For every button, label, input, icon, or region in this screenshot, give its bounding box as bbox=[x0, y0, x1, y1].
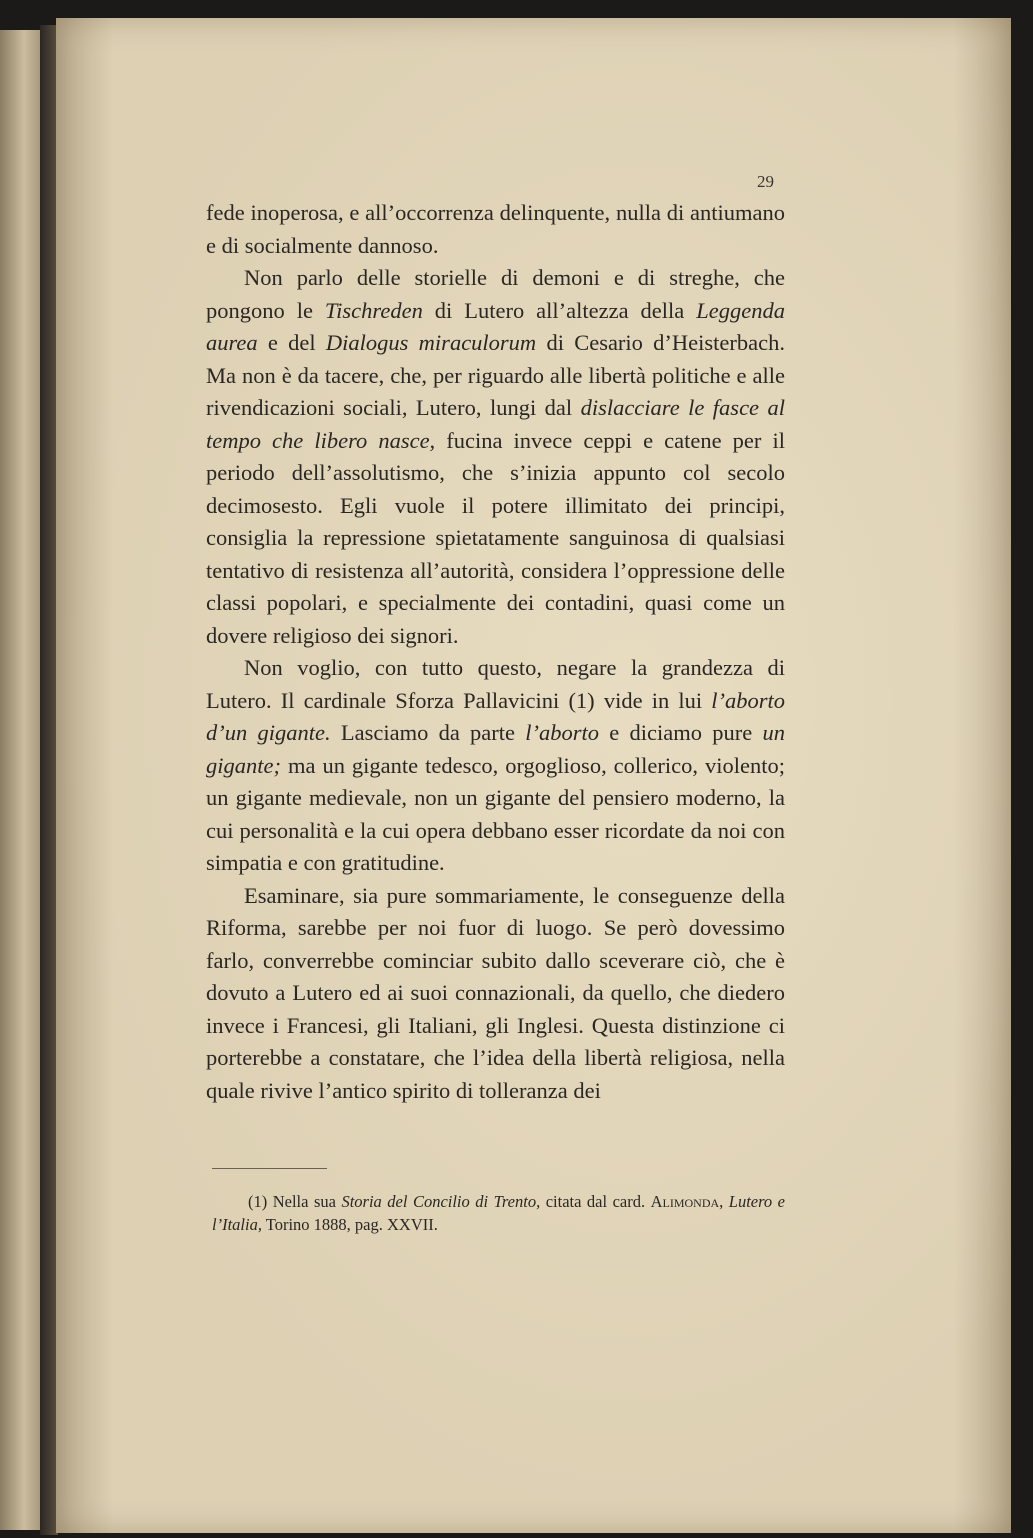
text-run: Non parlo delle storielle di demoni e di streghe, che pongono le bbox=[206, 265, 785, 323]
text-run: e del bbox=[257, 330, 326, 355]
text-run: Torino 1888, pag. XXVII. bbox=[261, 1215, 438, 1234]
text-run: Lasciamo da parte bbox=[330, 720, 526, 745]
footnote-rule bbox=[212, 1168, 327, 1169]
paragraph bbox=[206, 262, 785, 652]
italic-text-run: dislacciare le fasce al tempo che libero nasce, bbox=[206, 395, 785, 453]
paragraph bbox=[206, 652, 785, 880]
paragraph bbox=[206, 197, 785, 262]
italic-text-run: Lutero e l’Italia, bbox=[212, 1192, 785, 1234]
text-run: (1) Nella sua bbox=[248, 1192, 342, 1211]
facing-page-edge bbox=[0, 30, 40, 1530]
italic-text-run: un gigante; bbox=[206, 720, 785, 778]
italic-text-run: l’aborto d’un gigante. bbox=[206, 687, 785, 745]
italic-text-run: Dialogus miraculorum bbox=[325, 330, 537, 355]
smallcaps-text-run: Alimonda, bbox=[650, 1192, 724, 1211]
text-run: citata dal card. bbox=[540, 1192, 651, 1211]
italic-text-run: Storia del Concilio di Trento, bbox=[341, 1192, 541, 1211]
body-text bbox=[206, 197, 785, 1107]
text-run: di Lutero all’altezza della bbox=[422, 297, 697, 323]
text-run: ma un gigante tedesco, orgoglioso, collerico, violento; un gigante medievale, non un gigante del pensiero moderno, la cui personalità e la cui opera debbano esser ricordate da noi con simpatia e con gratitudine. bbox=[206, 752, 785, 875]
italic-text-run: Tischreden bbox=[324, 297, 423, 323]
text-run: fucina invece ceppi e catene per il periodo dell’assolutismo, che s’inizia appunto col secolo decimosesto. Egli vuole il potere illimitato dei principi, consiglia la repressione spietatamente sanguinosa di qualsiasi tentativo di resistenza all’autorità, considera l’oppressione delle classi popolari, e specialmente dei contadini, quasi come un dovere religioso dei signori. bbox=[206, 427, 785, 648]
page-number: 29 bbox=[757, 172, 774, 191]
text-run: e diciamo pure bbox=[599, 720, 763, 745]
text-run: Esaminare, sia pure sommariamente, le conseguenze della Riforma, sarebbe per noi fuor di luogo. Se però dovessimo farlo, converrebbe cominciar subito dallo sceverare ciò, che è dovuto a Lutero ed ai suoi connazionali, da quello, che diedero invece i Francesi, gli Italiani, gli Inglesi. Questa distinzione ci porterebbe a constatare, che l’idea della libertà religiosa, nella quale rivive l’antico spirito di tolleranza dei bbox=[206, 882, 785, 1103]
italic-text-run: Leggenda aurea bbox=[206, 297, 785, 355]
italic-text-run: l’aborto bbox=[525, 720, 600, 745]
footnote bbox=[212, 1190, 785, 1236]
text-run: fede inoperosa, e all’occorrenza delinquente, nulla di antiumano e di socialmente dannoso. bbox=[206, 200, 785, 258]
paragraph bbox=[206, 880, 785, 1108]
text-run: Non voglio, con tutto questo, negare la grandezza di Lutero. Il cardinale Sforza Pallavicini (1) vide in lui bbox=[206, 655, 785, 713]
text-run: di Cesario d’Heisterbach. Ma non è da tacere, che, per riguardo alle libertà politiche e alle rivendicazioni sociali, Lutero, lungi dal bbox=[206, 330, 785, 420]
